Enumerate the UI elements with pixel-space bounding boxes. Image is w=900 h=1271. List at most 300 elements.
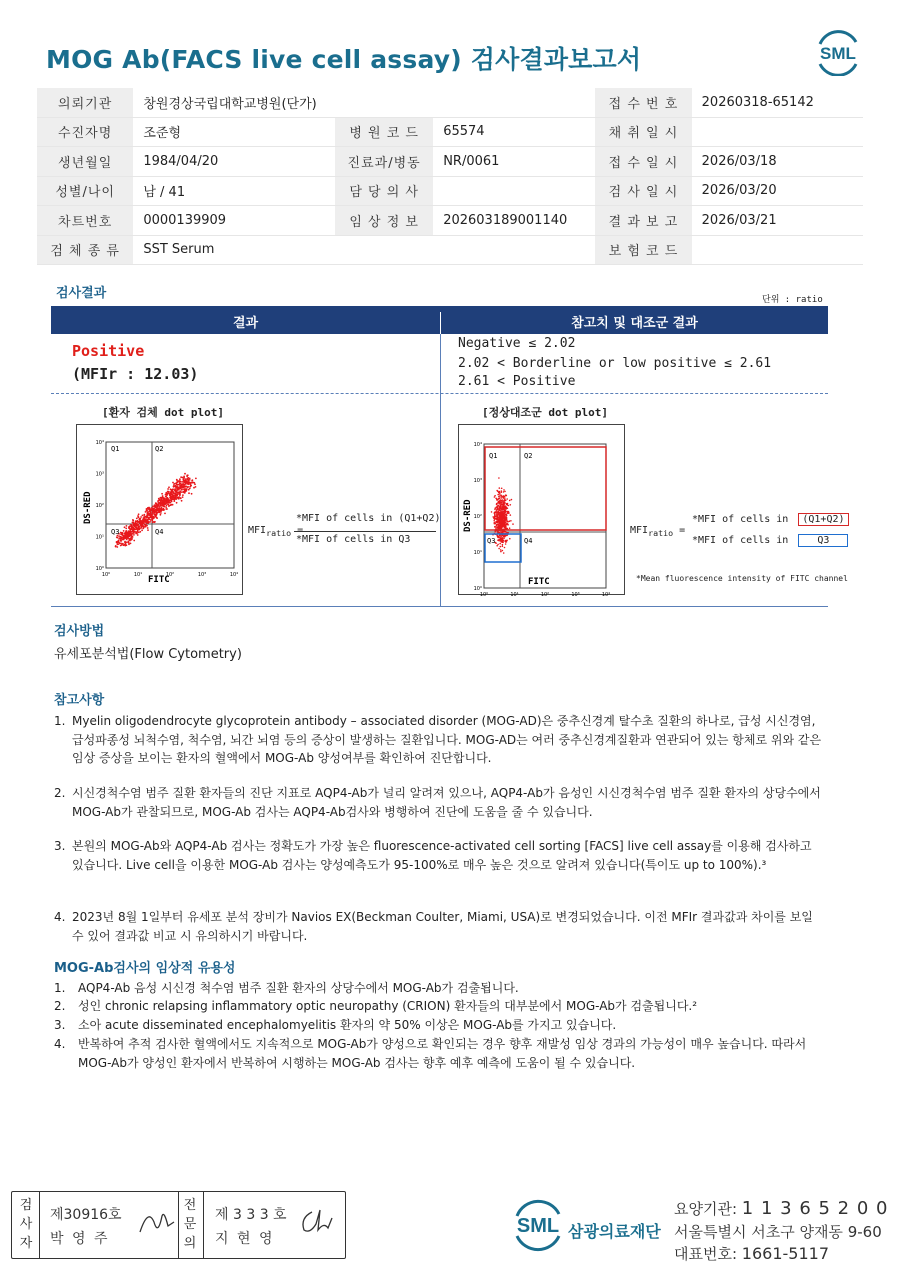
dot bbox=[503, 531, 505, 533]
q3-box-label: Q3 bbox=[798, 534, 848, 547]
sml-footer-logo bbox=[510, 1198, 566, 1256]
tester-license: 제30916호 bbox=[50, 1207, 122, 1223]
dot bbox=[195, 478, 197, 480]
dot bbox=[145, 511, 147, 513]
clinical-title: MOG-Ab검사의 임상적 유용성 bbox=[54, 961, 236, 976]
dot bbox=[506, 540, 508, 542]
dot bbox=[505, 543, 507, 545]
dot bbox=[116, 536, 118, 538]
dot bbox=[178, 481, 180, 483]
info-label: 수진자명 bbox=[37, 117, 133, 147]
dot bbox=[173, 500, 175, 502]
dot bbox=[164, 503, 166, 505]
dot bbox=[496, 503, 498, 505]
dot bbox=[116, 546, 118, 548]
dot bbox=[504, 491, 506, 493]
x-tick-label: 10⁴ bbox=[601, 592, 611, 596]
dot bbox=[172, 496, 174, 498]
method-text: 유세포분석법(Flow Cytometry) bbox=[54, 647, 242, 662]
dot bbox=[148, 511, 150, 513]
dot bbox=[503, 538, 505, 540]
dot bbox=[500, 518, 502, 520]
mfir-value: (MFIr : 12.03) bbox=[72, 365, 199, 383]
formula-numerator: *MFI of cells in (Q1+Q2) bbox=[296, 513, 441, 524]
info-value bbox=[692, 117, 863, 147]
info-row bbox=[37, 117, 863, 147]
unit-label: 단위 : ratio bbox=[762, 295, 823, 305]
dot bbox=[502, 541, 504, 543]
dot bbox=[495, 507, 497, 509]
sml-logo-text: SML bbox=[820, 44, 856, 63]
result-table-header bbox=[51, 306, 828, 334]
dot bbox=[500, 536, 502, 538]
dot bbox=[133, 532, 135, 534]
info-label: 임 상 정 보 bbox=[335, 206, 433, 236]
dot bbox=[509, 520, 511, 522]
dot bbox=[495, 542, 497, 544]
dot bbox=[178, 489, 180, 491]
expert-label: 전 문 의 bbox=[183, 1198, 197, 1251]
dot bbox=[165, 506, 167, 508]
dot bbox=[123, 530, 125, 532]
dot bbox=[164, 501, 166, 503]
dot bbox=[143, 515, 145, 517]
info-value: 2026/03/18 bbox=[692, 147, 863, 177]
dot bbox=[191, 493, 193, 495]
dot bbox=[176, 487, 178, 489]
dot bbox=[147, 527, 149, 529]
dot bbox=[151, 514, 153, 516]
dot bbox=[155, 507, 157, 509]
dot bbox=[163, 504, 165, 506]
dot bbox=[138, 516, 140, 518]
y-tick-label: 10⁰ bbox=[95, 566, 104, 572]
dot bbox=[497, 490, 499, 492]
dot bbox=[499, 498, 501, 500]
dot bbox=[504, 507, 506, 509]
x-tick-label: 10¹ bbox=[133, 572, 143, 578]
dot bbox=[123, 544, 125, 546]
dot bbox=[142, 524, 144, 526]
dot bbox=[137, 524, 139, 526]
info-value: 65574 bbox=[433, 117, 595, 147]
note-item: 3. 본원의 MOG-Ab와 AQP4-Ab 검사는 정확도가 가장 높은 fluorescence-activated cell sorting [FACS] live cell assay를 이용해 검사하고 있습니다. Live cell을 이용한 MOG-Ab 검사는 양성예측도가 95-100%로 매우 높은 것으로 알려져 있습니다(특이도 up to 100%).³ bbox=[54, 839, 812, 872]
dot bbox=[500, 501, 502, 503]
q3-label: Q3 bbox=[111, 528, 120, 536]
info-row bbox=[37, 147, 863, 177]
dot bbox=[498, 535, 500, 537]
dot bbox=[157, 505, 159, 507]
dot bbox=[129, 528, 131, 530]
dot bbox=[496, 514, 498, 516]
dot bbox=[172, 499, 174, 501]
dot bbox=[146, 525, 148, 527]
q1-label: Q1 bbox=[111, 445, 120, 453]
dot bbox=[499, 514, 501, 516]
dot bbox=[167, 503, 169, 505]
dot bbox=[155, 502, 157, 504]
dot bbox=[157, 501, 159, 503]
dot bbox=[507, 521, 509, 523]
fraction-line bbox=[294, 531, 436, 532]
dot bbox=[161, 497, 163, 499]
dot bbox=[130, 524, 132, 526]
dot bbox=[495, 531, 497, 533]
dot bbox=[161, 493, 163, 495]
dot bbox=[503, 495, 505, 497]
dot bbox=[120, 538, 122, 540]
dot bbox=[500, 504, 502, 506]
dot bbox=[172, 488, 174, 490]
dot bbox=[146, 508, 148, 510]
dot bbox=[499, 487, 501, 489]
dot bbox=[168, 486, 170, 488]
dot bbox=[135, 526, 137, 528]
dot bbox=[139, 531, 141, 533]
footnote: *Mean fluorescence intensity of FITC channel bbox=[636, 574, 848, 583]
y-tick-label: 10¹ bbox=[473, 550, 482, 556]
dot bbox=[131, 534, 133, 536]
dot bbox=[133, 540, 135, 542]
dot bbox=[502, 507, 504, 509]
dot bbox=[144, 517, 146, 519]
dot bbox=[194, 483, 196, 485]
dot bbox=[503, 552, 505, 554]
dot bbox=[133, 534, 135, 536]
dot bbox=[131, 528, 133, 530]
dot bbox=[497, 494, 499, 496]
dot bbox=[500, 512, 502, 514]
y-tick-label: 10⁰ bbox=[473, 586, 482, 592]
dot bbox=[508, 505, 510, 507]
x-tick-label: 10⁰ bbox=[479, 592, 489, 596]
dot bbox=[120, 543, 122, 545]
dot bbox=[180, 484, 182, 486]
info-value: 2026/03/20 bbox=[692, 176, 863, 206]
dot bbox=[125, 543, 127, 545]
dot bbox=[137, 534, 139, 536]
formula-denominator: *MFI of cells in Q3 bbox=[296, 534, 411, 545]
x-tick-label: 10¹ bbox=[510, 592, 519, 596]
dot bbox=[500, 510, 502, 512]
dot bbox=[499, 525, 501, 527]
info-value: 0000139909 bbox=[133, 206, 335, 236]
dot bbox=[142, 523, 144, 525]
dot bbox=[179, 492, 181, 494]
dot bbox=[176, 480, 178, 482]
dot bbox=[167, 488, 169, 490]
dot bbox=[499, 523, 501, 525]
x-tick-label: 10⁴ bbox=[229, 572, 239, 578]
dashed-divider bbox=[51, 393, 828, 394]
y-tick-label: 10⁴ bbox=[473, 442, 482, 448]
info-label: 병 원 코 드 bbox=[335, 117, 433, 147]
dot bbox=[499, 519, 501, 521]
dot bbox=[491, 511, 493, 513]
info-label: 의뢰기관 bbox=[37, 88, 133, 117]
dot bbox=[503, 491, 505, 493]
dot bbox=[141, 526, 143, 528]
result-column-header: 결과 bbox=[232, 316, 259, 331]
dot bbox=[502, 550, 504, 552]
dot bbox=[166, 504, 168, 506]
info-value: 1984/04/20 bbox=[133, 147, 335, 177]
control-formula-denominator: *MFI of cells in Q3 bbox=[692, 534, 848, 547]
dot bbox=[143, 527, 145, 529]
dot bbox=[159, 504, 161, 506]
dot bbox=[503, 518, 505, 520]
dot bbox=[186, 490, 188, 492]
dot bbox=[135, 522, 137, 524]
info-value: 20260318-65142 bbox=[692, 88, 863, 117]
dot bbox=[120, 545, 122, 547]
dot bbox=[499, 543, 501, 545]
dot bbox=[184, 492, 186, 494]
dot bbox=[509, 500, 511, 502]
info-label: 결 과 보 고 bbox=[595, 206, 691, 236]
dot bbox=[494, 495, 496, 497]
y-tick-label: 10³ bbox=[473, 478, 482, 484]
dot bbox=[512, 523, 514, 525]
info-label: 생년월일 bbox=[37, 147, 133, 177]
dot bbox=[142, 515, 144, 517]
dot bbox=[129, 539, 131, 541]
info-value bbox=[692, 235, 863, 265]
dot bbox=[501, 503, 503, 505]
dot bbox=[181, 489, 183, 491]
dot bbox=[505, 522, 507, 524]
dot bbox=[160, 514, 162, 516]
dot bbox=[184, 486, 186, 488]
dot bbox=[134, 528, 136, 530]
x-tick-label: 10³ bbox=[571, 592, 580, 596]
dot bbox=[143, 519, 145, 521]
x-tick-label: 10³ bbox=[197, 572, 207, 578]
dot bbox=[147, 529, 149, 531]
dot bbox=[127, 532, 129, 534]
x-tick-label: 10² bbox=[165, 572, 175, 578]
dot bbox=[187, 482, 189, 484]
dot bbox=[130, 543, 132, 545]
dot bbox=[156, 508, 158, 510]
dot bbox=[183, 477, 185, 479]
info-label: 진료과/병동 bbox=[335, 147, 433, 177]
dot bbox=[165, 494, 167, 496]
dot bbox=[179, 478, 181, 480]
dot bbox=[180, 497, 182, 499]
dot bbox=[510, 520, 512, 522]
dot bbox=[187, 477, 189, 479]
dot bbox=[155, 511, 157, 513]
dot bbox=[500, 499, 502, 501]
dot bbox=[500, 551, 502, 553]
dot bbox=[140, 516, 142, 518]
dot bbox=[188, 492, 190, 494]
info-value: 조준형 bbox=[133, 117, 335, 147]
y-axis-label: DS-RED bbox=[463, 499, 473, 532]
dot bbox=[179, 486, 181, 488]
dot bbox=[502, 501, 504, 503]
note-item: 2. 시신경척수염 범주 질환 환자들의 진단 지표로 AQP4-Ab가 널리 알려져 있으나, AQP4-Ab가 음성인 시신경척수염 범주 질환 환자의 상당수에서 MOG-Ab가 관찰되므로, MOG-Ab 검사는 AQP4-Ab검사와 병행하여 진단에 도움을 줄 수 있습니다. bbox=[54, 786, 821, 819]
dot bbox=[497, 512, 499, 514]
dot bbox=[153, 517, 155, 519]
dot bbox=[120, 532, 122, 534]
y-tick-label: 10² bbox=[473, 514, 482, 520]
dot bbox=[494, 509, 496, 511]
dot bbox=[167, 491, 169, 493]
dot bbox=[174, 489, 176, 491]
dot bbox=[504, 497, 506, 499]
dot bbox=[173, 486, 175, 488]
dot bbox=[164, 513, 166, 515]
dot bbox=[138, 513, 140, 515]
info-label: 성별/나이 bbox=[37, 176, 133, 206]
dot bbox=[179, 494, 181, 496]
info-value: SST Serum bbox=[133, 235, 335, 265]
dot bbox=[158, 512, 160, 514]
dot bbox=[166, 500, 168, 502]
dot bbox=[501, 539, 503, 541]
dot bbox=[117, 541, 119, 543]
info-label bbox=[335, 235, 433, 265]
address: 서울특별시 서초구 양재동 9-60 bbox=[674, 1223, 882, 1241]
x-tick-label: 10⁰ bbox=[101, 572, 111, 578]
dot bbox=[184, 473, 186, 475]
dot bbox=[498, 502, 500, 504]
dot bbox=[176, 483, 178, 485]
control-plot-title: [정상대조군 dot plot] bbox=[482, 406, 608, 419]
patient-formula: $MFI_{ratio}$ = bbox=[248, 525, 304, 538]
expert-name: 지 현 영 bbox=[215, 1231, 275, 1247]
dot bbox=[504, 536, 506, 538]
y-axis-label: DS-RED bbox=[83, 491, 93, 524]
clinical-item: 2. 성인 chronic relapsing inflammatory optic neuropathy (CRION) 환자들의 대부분에서 MOG-Ab가 검출됩니다.² bbox=[54, 999, 698, 1013]
q4-label: Q4 bbox=[155, 528, 164, 536]
y-tick-label: 10¹ bbox=[95, 534, 104, 541]
dot bbox=[176, 492, 178, 494]
dot bbox=[154, 516, 156, 518]
dot bbox=[136, 518, 138, 520]
dot bbox=[178, 484, 180, 486]
dot bbox=[148, 513, 150, 515]
dot bbox=[493, 520, 495, 522]
dot bbox=[154, 505, 156, 507]
note-item: 4. 2023년 8월 1일부터 유세포 분석 장비가 Navios EX(Beckman Coulter, Miami, USA)로 변경되었습니다. 이전 MFIr 결과값과 차이를 보일 수 있어 결과값 비교 시 유의하시기 바랍니다. bbox=[54, 910, 813, 943]
dot bbox=[176, 495, 178, 497]
dot bbox=[118, 543, 120, 545]
dot bbox=[180, 483, 182, 485]
clinical-item: 4. 반복하여 추적 검사한 혈액에서도 지속적으로 MOG-Ab가 양성으로 확인되는 경우 향후 재발성 임상 경과의 가능성이 매우 높습니다. 따라서 MOG-Ab가 양성인 환자에서 반복하여 시행하는 MOG-Ab 검사는 향후 예후 예측에 도움이 될 수 있습니다. bbox=[54, 1037, 807, 1070]
dot bbox=[188, 489, 190, 491]
dot bbox=[140, 521, 142, 523]
dot bbox=[130, 538, 132, 540]
dot bbox=[510, 504, 512, 506]
dot bbox=[184, 481, 186, 483]
dot bbox=[506, 504, 508, 506]
dot bbox=[181, 500, 183, 502]
dot bbox=[498, 540, 500, 542]
dot bbox=[507, 524, 509, 526]
dot bbox=[144, 524, 146, 526]
dot bbox=[141, 520, 143, 522]
y-tick-label: 10⁴ bbox=[95, 440, 104, 446]
dot bbox=[501, 490, 503, 492]
dot bbox=[504, 506, 506, 508]
dot bbox=[499, 494, 501, 496]
info-row bbox=[37, 88, 863, 117]
dot bbox=[132, 519, 134, 521]
clinical-item: 3. 소아 acute disseminated encephalomyelitis 환자의 약 50% 이상은 MOG-Ab를 가지고 있습니다. bbox=[54, 1018, 617, 1032]
dot bbox=[159, 502, 161, 504]
dot bbox=[505, 514, 507, 516]
tester-signature bbox=[136, 1202, 176, 1242]
dot bbox=[190, 485, 192, 487]
ref-borderline: 2.02 < Borderline or low positive ≤ 2.61 bbox=[458, 356, 772, 371]
result-bottom-line bbox=[51, 606, 828, 607]
phone: 대표번호: 1661-5117 bbox=[674, 1244, 830, 1263]
dot bbox=[146, 517, 148, 519]
dot bbox=[131, 538, 133, 540]
info-row bbox=[37, 206, 863, 236]
dot bbox=[501, 522, 503, 524]
dot bbox=[498, 520, 500, 522]
dot bbox=[191, 482, 193, 484]
dot bbox=[504, 528, 506, 530]
dot bbox=[500, 538, 502, 540]
mfi-label: MFI bbox=[248, 525, 267, 536]
dot bbox=[149, 514, 151, 516]
y-tick-label: 10³ bbox=[95, 471, 104, 478]
patient-plot-title: [환자 검체 dot plot] bbox=[102, 406, 224, 419]
dot bbox=[138, 525, 140, 527]
dot bbox=[162, 495, 164, 497]
dot bbox=[511, 499, 513, 501]
dot bbox=[139, 529, 141, 531]
method-title: 검사방법 bbox=[54, 624, 105, 639]
dot bbox=[126, 538, 128, 540]
dot bbox=[503, 511, 505, 513]
info-value: 2026/03/21 bbox=[692, 206, 863, 236]
dot bbox=[184, 489, 186, 491]
dot bbox=[498, 548, 500, 550]
tester-name: 박 영 주 bbox=[50, 1231, 110, 1247]
dot bbox=[165, 508, 167, 510]
info-row bbox=[37, 176, 863, 206]
dot bbox=[165, 496, 167, 498]
expert-signature bbox=[296, 1204, 340, 1240]
dot bbox=[176, 485, 178, 487]
dot bbox=[170, 488, 172, 490]
dot bbox=[506, 495, 508, 497]
dot bbox=[122, 532, 124, 534]
dot bbox=[500, 549, 502, 551]
dot bbox=[504, 519, 506, 521]
dot bbox=[494, 521, 496, 523]
q4-label: Q4 bbox=[524, 537, 533, 545]
dot bbox=[189, 482, 191, 484]
info-row bbox=[37, 235, 863, 265]
dot bbox=[504, 526, 506, 528]
dot bbox=[159, 510, 161, 512]
column-divider bbox=[440, 334, 441, 606]
dot bbox=[503, 540, 505, 542]
dot bbox=[171, 498, 173, 500]
info-label: 차트번호 bbox=[37, 206, 133, 236]
dot bbox=[129, 531, 131, 533]
dot bbox=[181, 477, 183, 479]
foundation-name: 삼광의료재단 bbox=[568, 1222, 661, 1241]
dot bbox=[115, 546, 117, 548]
